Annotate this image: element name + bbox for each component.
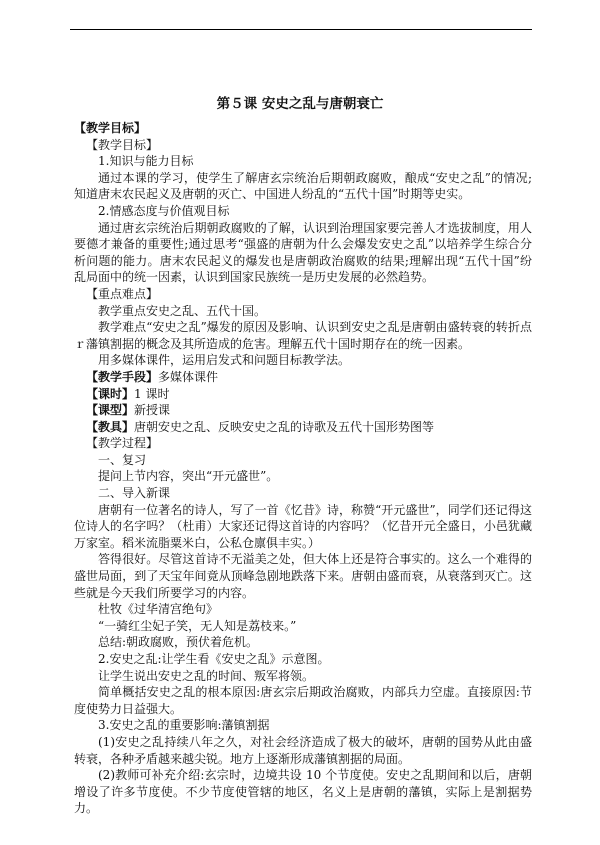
- lesson-title: 第５课 安史之乱与唐朝衰亡: [216, 96, 384, 112]
- document-body: [74, 120, 532, 817]
- line-teaching-aids: [74, 419, 532, 436]
- paragraph-review: 提问上节内容，突出“开元盛世”。: [98, 469, 279, 484]
- subheading-key-points: 【重点难点】: [86, 286, 159, 301]
- value-class-hours: 1 课时: [134, 386, 170, 401]
- label-teaching-aids: 【教具】: [86, 419, 135, 434]
- step-introduction: 二、导入新课: [98, 486, 171, 501]
- paragraph-anshi-map: 2.安史之乱:让学生看《安史之乱》示意图。: [98, 652, 330, 666]
- poem-line: “一骑红尘妃子笑，无人知是荔枝来。”: [98, 618, 297, 633]
- paragraph-introduction: 唐朝有一位著名的诗人，写了一首《忆昔》诗，称赞“开元盛世”，同学们还记得这位诗人的名字吗？（杜甫）大家还记得这首诗的内容吗？（忆昔开元全盛日，小邑犹藏万家室。稻米流脂粟米白，公私仓廪俱丰实。）: [74, 502, 532, 550]
- paragraph-impact-2: (2)教师可补充介绍:玄宗时，边境共设 10 个节度使。安史之乱期间和以后，唐朝增设了许多节度使。不少节度使管辖的地区，名义上是唐朝的藩镇，实际上是割据势力。: [74, 768, 532, 816]
- label-teaching-means: 【教学手段】: [86, 369, 159, 384]
- value-teaching-aids: 唐朝安史之乱、反映安史之乱的诗歌及五代十国形势图等: [134, 419, 435, 434]
- label-class-hours: 【课时】: [86, 386, 135, 401]
- paragraph-knowledge-goal: 通过本课的学习，使学生了解唐玄宗统治后期朝政腐败，酿成“安史之乱”的情况;知道唐末农民起义及唐朝的灭亡、中国进人纷乱的“五代十国”时期等史实。: [74, 170, 532, 202]
- paragraph-method: 用多媒体课件，运用启发式和问题目标教学法。: [98, 353, 351, 368]
- paragraph-attitude-goal: 通过唐玄宗统治后期朝政腐败的了解，认识到治理国家要完善人才选拔制度，用人要德才兼备的重要性;通过思考“强盛的唐朝为什么会爆发安史之乱”以培养学生综合分析问题的能力。唐末农民起义的爆发也是唐朝政治腐败的结果;理解出现“五代十国”纷乱局面中的统一因素，认识到国家民族统一是历史发展的必然趋势。: [74, 220, 532, 285]
- poem-title: 杜牧《过华清宫绝句》: [98, 602, 219, 617]
- paragraph-summary: 总结:朝政腐败，预伏着危机。: [98, 635, 259, 650]
- paragraph-key-difficulty: 教学难点“安史之乱”爆发的原因及影响、认识到安史之乱是唐朝由盛转衰的转折点ｒ藩镇割据的概念及其所造成的危害。理解五代十国时期存在的统一因素。: [74, 320, 532, 351]
- paragraph-anshi-question: 让学生说出安史之乱的时间、叛军将领。: [98, 668, 315, 683]
- value-lesson-type: 新授课: [134, 403, 171, 418]
- line-teaching-means: [74, 369, 532, 386]
- subheading-teaching-process: 【教学过程】: [86, 436, 159, 451]
- paragraph-key-focus: 教学重点安史之乱、五代十国。: [98, 303, 267, 318]
- value-teaching-means: 多媒体课件: [158, 369, 219, 384]
- header-rule: [70, 29, 532, 30]
- line-class-hours: [74, 386, 532, 403]
- paragraph-impact-heading: 3.安史之乱的重要影响:藩镇割据: [98, 718, 270, 733]
- goal-heading-attitude: 2.情感态度与价值观目标: [98, 203, 230, 218]
- line-lesson-type: [74, 402, 532, 419]
- paragraph-impact-1: (1)安史之乱持续八年之久，对社会经济造成了极大的破坏，唐朝的国势从此由盛转衰，各种矛盾越来越尖锐。地方上逐渐形成藩镇割据的局面。: [74, 734, 532, 766]
- section-heading-teaching-goals: 【教学目标】: [74, 121, 147, 135]
- paragraph-anshi-causes: 简单概括安史之乱的根本原因:唐玄宗后期政治腐败，内部兵力空虚。直接原因:节度使势力日益强大。: [74, 685, 532, 716]
- subheading-teaching-goals: 【教学目标】: [86, 137, 159, 152]
- step-review: 一、复习: [98, 452, 147, 467]
- goal-heading-knowledge: 1.知识与能力目标: [98, 154, 194, 169]
- paragraph-answer: 答得很好。尽管这首诗不无溢美之处，但大体上还是符合事实的。这么一个难得的盛世局面，到了天宝年间竟从顶峰急剧地跌落下来。唐朝由盛而衰，从衰落到灭亡。这些就是今天我们所要学习的内容。: [74, 552, 532, 600]
- label-lesson-type: 【课型】: [86, 403, 135, 418]
